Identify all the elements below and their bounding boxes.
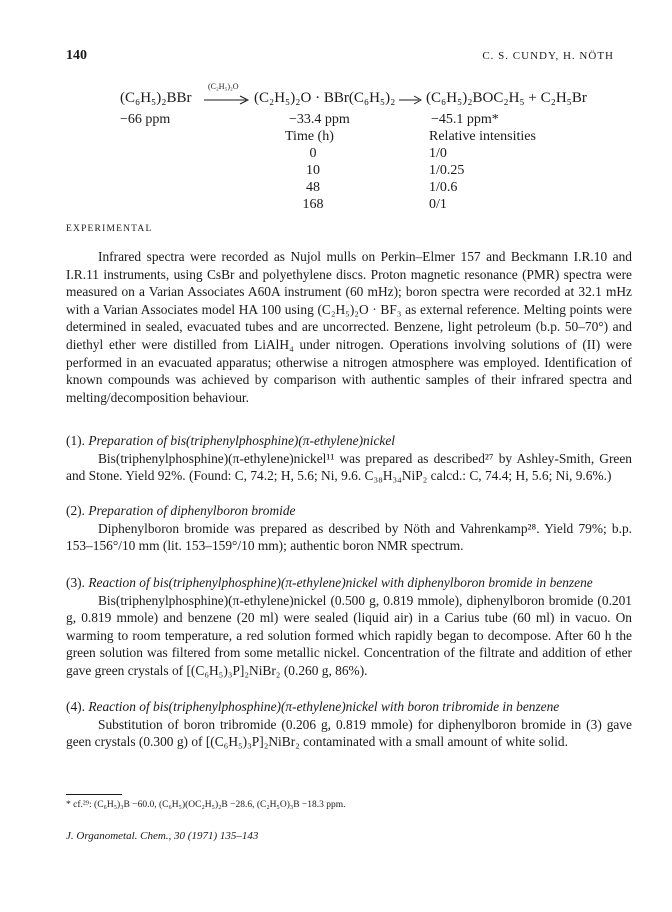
- section-body: Diphenylboron bromide was prepared as described by Nöth and Vahrenkamp²⁸. Yield 79%; b.p. 153–156°/10 mm (lit. 153–159°/10 mm); authentic boron NMR spectrum.: [66, 520, 632, 554]
- reaction-arrow-icon: [399, 94, 423, 106]
- table-row-ratio: 0/1: [429, 197, 447, 212]
- table-row-ratio: 1/0.6: [429, 180, 458, 195]
- section-title: Reaction of bis(triphenylphosphine)(π-ethylene)nickel with diphenylboron bromide in benzene: [88, 575, 593, 590]
- intermediate-shift: −33.4 ppm: [289, 112, 350, 127]
- section-4: [66, 698, 632, 751]
- section-number: (1).: [66, 433, 85, 448]
- table-row-time: 48: [306, 180, 320, 195]
- section-body: Bis(triphenylphosphine)(π-ethylene)nickel (0.500 g, 0.819 mmole), diphenylboron bromide (0.201 g, 0.819 mmole) and benzene (20 ml) were sealed (liquid air) in a Carius tube (60 ml) in vacuo. On warming to room temperature, a red solution formed which rapidly began to decompose. After 60 h the green solution was filtered from some metallic nickel. Concentration of the filtrate and addition of ether gave green crystals of [(C₆H₅)₃P]₂NiBr₂ (0.260 g, 86%).: [66, 592, 632, 678]
- product-shift: −45.1 ppm*: [431, 112, 499, 127]
- section-heading: EXPERIMENTAL: [66, 224, 153, 234]
- time-header: Time (h): [285, 129, 334, 144]
- section-title: Reaction of bis(triphenylphosphine)(π-ethylene)nickel with boron tribromide in benzene: [88, 699, 560, 714]
- section-1: [66, 432, 632, 485]
- footnote-divider: [66, 794, 122, 795]
- paragraph-text: Infrared spectra were recorded as Nujol mulls on Perkin–Elmer 157 and Beckmann I.R.10 and I.R.11 instruments, using CsBr and polyethylene discs. Proton magnetic resonance (PMR) spectra were measured on a Varian Associates A60A instrument (60 mHz); boron spectra were recorded at 32.1 mHz with a Varian Associates model HA 100 using (C₂H₅)₂O · BF₃ as external reference. Melting points were determined in sealed, evacuated tubes and are uncorrected. Benzene, light petroleum (b.p. 50–70°) and diethyl ether were distilled from LiAlH₄ under nitrogen. Operations involving solutions of (II) were performed in an evacuated apparatus; otherwise a nitrogen atmosphere was employed. Identification of known compounds was achieved by comparison with authentic samples of their infrared spectra and melting/decomposition behaviour.: [66, 249, 632, 405]
- section-number: (4).: [66, 699, 85, 714]
- product-formula: (C₆H₅)₂BOC₂H₅ + C₂H₅Br: [426, 90, 587, 106]
- section-body: Bis(triphenylphosphine)(π-ethylene)nickel¹¹ was prepared as described²⁷ by Ashley-Smith, Green and Stone. Yield 92%. (Found: C, 74.2; H, 5.6; Ni, 9.6. C₃₈H₃₄NiP₂ calcd.: C, 74.4; H, 5.6; Ni, 9.6%.): [66, 450, 632, 484]
- table-row-time: 168: [302, 197, 324, 212]
- section-number: (2).: [66, 503, 85, 518]
- ratio-header: Relative intensities: [429, 129, 536, 144]
- intermediate-formula: (C₂H₅)₂O · BBr(C₆H₅)₂: [254, 90, 396, 106]
- reagent-label: (C₂H₅)₂O: [208, 82, 239, 91]
- reactant-formula: (C₆H₅)₂BBr: [120, 90, 192, 106]
- section-title: Preparation of diphenylboron bromide: [88, 503, 296, 518]
- reaction-arrow-icon: [204, 94, 250, 106]
- section-3: [66, 574, 632, 680]
- section-body: Substitution of boron tribromide (0.206 g, 0.819 mmole) for diphenylboron bromide in (3) gave geen crystals (0.300 g) of [(C₆H₅)₃P]₂NiBr₂ contaminated with a small amount of white solid.: [66, 716, 632, 750]
- table-row-time: 0: [309, 146, 317, 161]
- section-number: (3).: [66, 575, 85, 590]
- table-row-time: 10: [306, 163, 320, 178]
- page-number: 140: [66, 48, 87, 63]
- journal-citation: J. Organometal. Chem., 30 (1971) 135–143: [66, 830, 259, 842]
- footnote: * cf.²⁹: (C₆H₅)₃B −60.0, (C₆H₅)(OC₂H₅)₂B −28.6, (C₂H₅O)₃B −18.3 ppm.: [66, 800, 346, 810]
- reactant-shift: −66 ppm: [120, 112, 171, 127]
- table-row-ratio: 1/0.25: [429, 163, 465, 178]
- experimental-paragraph: [66, 248, 632, 406]
- section-title: Preparation of bis(triphenylphosphine)(π-ethylene)nickel: [88, 433, 395, 448]
- section-2: [66, 502, 632, 555]
- running-head: C. S. CUNDY, H. NÖTH: [482, 50, 614, 62]
- table-row-ratio: 1/0: [429, 146, 447, 161]
